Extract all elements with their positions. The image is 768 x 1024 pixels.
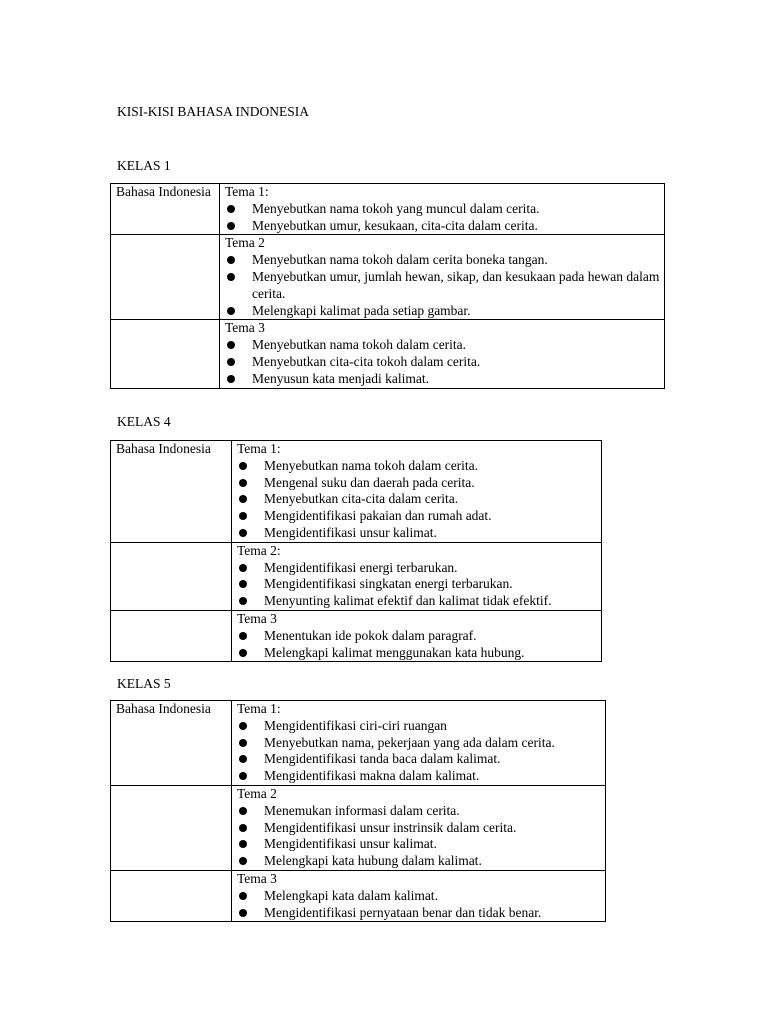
- tema-item-list: [237, 718, 605, 785]
- bullet-icon: [239, 512, 247, 520]
- tema-cell: [232, 870, 606, 921]
- tema-label: Tema 2: [237, 785, 277, 801]
- table-row: [111, 610, 602, 661]
- list-item-text: Menyebutkan nama tokoh dalam cerita boneka tangan.: [252, 252, 548, 268]
- list-item-text: Menyebutkan nama tokoh yang muncul dalam cerita.: [252, 200, 540, 216]
- tema-label: Tema 1:: [237, 701, 281, 716]
- bullet-icon: [239, 597, 247, 605]
- bullet-icon: [239, 739, 247, 747]
- tema-label: Tema 2:: [237, 542, 281, 558]
- list-item: [237, 888, 605, 905]
- subject-cell: [111, 701, 232, 786]
- list-item: [237, 853, 605, 870]
- list-item-text: Menemukan informasi dalam cerita.: [264, 802, 460, 818]
- table-row: [111, 441, 602, 543]
- table-row: [111, 785, 606, 870]
- list-item: [237, 751, 605, 768]
- list-item: [237, 905, 605, 922]
- document-title: KISI-KISI BAHASA INDONESIA: [117, 104, 309, 119]
- bullet-icon: [239, 824, 247, 832]
- subject-cell: [111, 441, 232, 543]
- list-item-text: Menentukan ide pokok dalam paragraf.: [264, 627, 477, 643]
- tema-item-list: [225, 252, 664, 319]
- tema-label: Tema 3: [225, 320, 265, 336]
- table-row: [111, 701, 606, 786]
- list-item-text: Mengidentifikasi energi terbarukan.: [264, 559, 458, 575]
- list-item-text: Menyebutkan nama, pekerjaan yang ada dalam cerita.: [264, 734, 555, 750]
- list-item-text: Mengidentifikasi pernyataan benar dan tidak benar.: [264, 904, 542, 920]
- tema-item-list: [237, 803, 605, 870]
- tema-cell: [232, 610, 602, 661]
- list-item: [237, 836, 605, 853]
- list-item: [225, 303, 664, 320]
- subject-cell: [111, 184, 220, 235]
- bullet-icon: [227, 222, 235, 230]
- bullet-icon: [227, 273, 235, 281]
- empty-cell: [111, 542, 232, 610]
- list-item-text: Menyunting kalimat efektif dan kalimat tidak efektif.: [264, 593, 552, 609]
- list-item: [237, 525, 601, 542]
- bullet-icon: [239, 479, 247, 487]
- empty-cell: [111, 870, 232, 921]
- list-item: [237, 803, 605, 820]
- tema-label: Tema 2: [225, 235, 265, 251]
- list-item: [225, 201, 664, 218]
- list-item: [237, 645, 601, 662]
- list-item: [237, 475, 601, 492]
- list-item-text: Mengidentifikasi ciri-ciri ruangan: [264, 717, 447, 733]
- list-item-text: Melengkapi kata hubung dalam kalimat.: [264, 853, 482, 869]
- list-item: [237, 593, 601, 610]
- bullet-icon: [239, 807, 247, 815]
- list-item: [237, 508, 601, 525]
- list-item: [225, 269, 664, 303]
- tema-cell: [220, 320, 665, 388]
- bullet-icon: [239, 495, 247, 503]
- list-item-text: Mengidentifikasi unsur kalimat.: [264, 836, 437, 852]
- list-item-text: Mengidentifikasi makna dalam kalimat.: [264, 768, 480, 784]
- list-item: [237, 718, 605, 735]
- tema-item-list: [225, 201, 664, 235]
- tema-label: Tema 3: [237, 870, 277, 886]
- kelas-heading: KELAS 5: [117, 676, 171, 691]
- empty-cell: [111, 785, 232, 870]
- list-item: [237, 576, 601, 593]
- tema-cell: [232, 542, 602, 610]
- subject-label: Bahasa Indonesia: [116, 701, 211, 716]
- bullet-icon: [239, 857, 247, 865]
- list-item: [237, 491, 601, 508]
- empty-cell: [111, 235, 220, 320]
- list-item: [225, 252, 664, 269]
- list-item: [237, 735, 605, 752]
- bullet-icon: [239, 840, 247, 848]
- tema-item-list: [225, 337, 664, 387]
- tema-item-list: [237, 560, 601, 610]
- bullet-icon: [227, 375, 235, 383]
- list-item-text: Menyebutkan cita-cita dalam cerita.: [264, 491, 459, 507]
- kisi-table-kelas-4: [110, 440, 602, 662]
- bullet-icon: [239, 632, 247, 640]
- list-item: [237, 768, 605, 785]
- kisi-table-kelas-5: [110, 700, 606, 922]
- tema-label: Tema 1:: [237, 441, 281, 456]
- list-item: [237, 560, 601, 577]
- list-item-text: Mengidentifikasi unsur instrinsik dalam cerita.: [264, 819, 517, 835]
- list-item: [237, 628, 601, 645]
- kisi-table-kelas-1: [110, 183, 665, 389]
- list-item-text: Menyebutkan umur, jumlah hewan, sikap, dan kesukaan pada hewan dalam cerita.: [252, 268, 660, 301]
- list-item-text: Mengidentifikasi pakaian dan rumah adat.: [264, 508, 492, 524]
- tema-item-list: [237, 888, 605, 922]
- bullet-icon: [239, 772, 247, 780]
- table-row: [111, 184, 665, 235]
- list-item-text: Menyebutkan nama tokoh dalam cerita.: [264, 457, 479, 473]
- list-item: [225, 371, 664, 388]
- list-item-text: Menyebutkan nama tokoh dalam cerita.: [252, 337, 467, 353]
- list-item-text: Mengidentifikasi unsur kalimat.: [264, 524, 437, 540]
- bullet-icon: [239, 649, 247, 657]
- list-item: [237, 820, 605, 837]
- list-item: [237, 458, 601, 475]
- tema-item-list: [237, 628, 601, 662]
- bullet-icon: [227, 307, 235, 315]
- list-item-text: Melengkapi kalimat menggunakan kata hubung.: [264, 644, 525, 660]
- table-row: [111, 235, 665, 320]
- kelas-heading: KELAS 1: [117, 158, 171, 173]
- table-row: [111, 542, 602, 610]
- table-row: [111, 870, 606, 921]
- bullet-icon: [239, 462, 247, 470]
- bullet-icon: [239, 564, 247, 572]
- list-item: [225, 218, 664, 235]
- tema-cell: [220, 184, 665, 235]
- list-item-text: Menyebutkan cita-cita tokoh dalam cerita.: [252, 353, 481, 369]
- tema-label: Tema 1:: [225, 184, 269, 199]
- list-item: [225, 337, 664, 354]
- tema-cell: [232, 701, 606, 786]
- empty-cell: [111, 610, 232, 661]
- bullet-icon: [227, 256, 235, 264]
- bullet-icon: [239, 909, 247, 917]
- list-item-text: Mengenal suku dan daerah pada cerita.: [264, 474, 475, 490]
- bullet-icon: [239, 755, 247, 763]
- bullet-icon: [239, 892, 247, 900]
- table-row: [111, 320, 665, 388]
- tema-label: Tema 3: [237, 610, 277, 626]
- bullet-icon: [227, 341, 235, 349]
- list-item-text: Mengidentifikasi tanda baca dalam kalimat.: [264, 751, 501, 767]
- subject-label: Bahasa Indonesia: [116, 184, 211, 199]
- kelas-heading: KELAS 4: [117, 414, 171, 429]
- tema-cell: [220, 235, 665, 320]
- tema-cell: [232, 785, 606, 870]
- list-item-text: Mengidentifikasi singkatan energi terbarukan.: [264, 576, 513, 592]
- list-item: [225, 354, 664, 371]
- tema-item-list: [237, 458, 601, 542]
- empty-cell: [111, 320, 220, 388]
- bullet-icon: [239, 580, 247, 588]
- subject-label: Bahasa Indonesia: [116, 441, 211, 456]
- list-item-text: Melengkapi kalimat pada setiap gambar.: [252, 302, 471, 318]
- bullet-icon: [227, 205, 235, 213]
- list-item-text: Melengkapi kata dalam kalimat.: [264, 887, 438, 903]
- bullet-icon: [239, 529, 247, 537]
- bullet-icon: [239, 722, 247, 730]
- list-item-text: Menyebutkan umur, kesukaan, cita-cita dalam cerita.: [252, 217, 538, 233]
- tema-cell: [232, 441, 602, 543]
- bullet-icon: [227, 358, 235, 366]
- list-item-text: Menyusun kata menjadi kalimat.: [252, 370, 429, 386]
